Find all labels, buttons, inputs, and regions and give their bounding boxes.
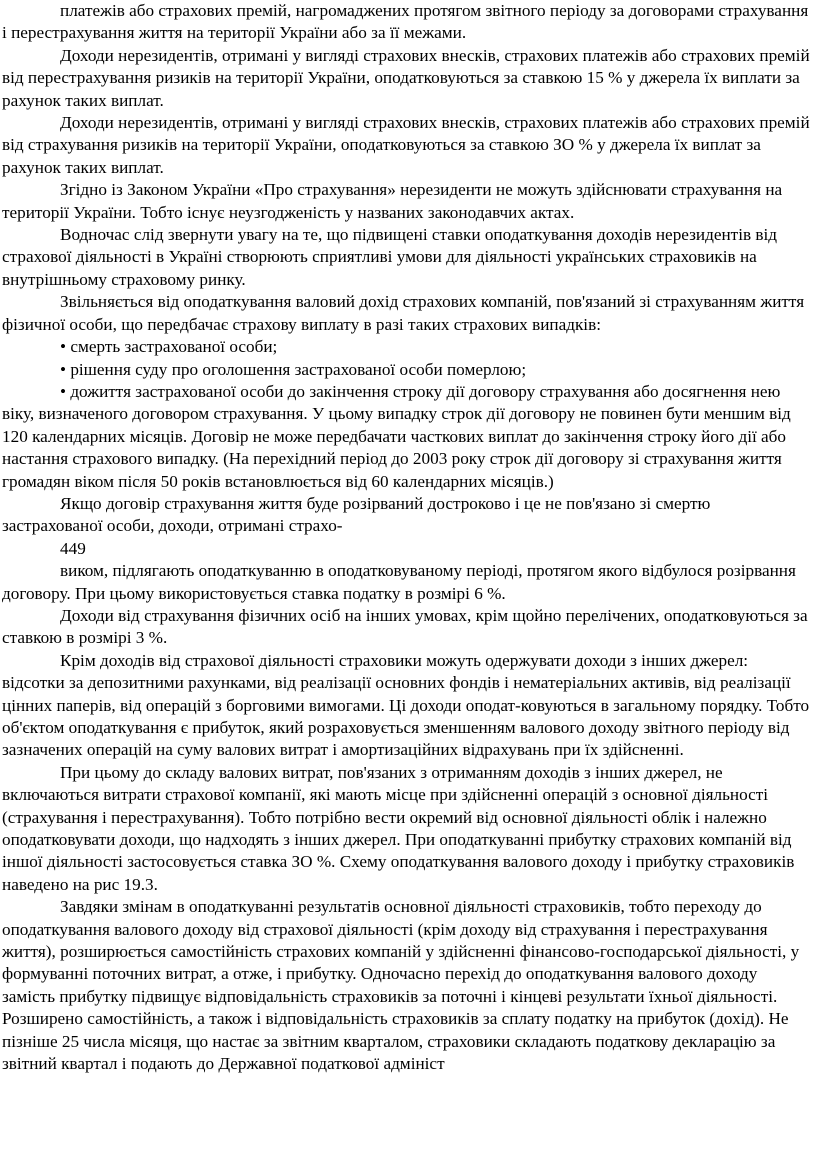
- bullet-item-1: • смерть застрахованої особи;: [60, 337, 278, 357]
- paragraph-11: При цьому до складу валових витрат, пов'язаних з отриманням доходів з інших джерел, не включаються витрати страхової компанії, які мають місце при здійсненні операцій з основної діяльності (страхування і перестрахування). Тобто потрібно вести окремий від основної діяльності облік і належно оподатковувати доходи, що надходять з інших джерел. При оподаткуванні прибутку страхових компаній від іншої діяльності застосовується ставка ЗО %. Схему оподаткування валового доходу і прибутку страховиків наведено на рис 19.3.: [2, 762, 795, 894]
- paragraph-12: Завдяки змінам в оподаткуванні результатів основної діяльності страховиків, тобто переходу до оподаткування валового доходу від страхової діяльності (крім доходу від страхування і перестрахування життя), розширюється самостійність страхових компаній у здійсненні фінансово-господарської діяльності, у формуванні поточних витрат, а отже, і прибутку. Одночасно перехід до оподаткування валового доходу замість прибутку підвищує відповідальність страховиків за поточні і кінцеві результати їхньої діяльності.: [2, 897, 800, 1006]
- paragraph-1: платежів або страхових премій, нагромаджених протягом звітного періоду за договорами страхування і перестрахування життя на території України або за її межами.: [2, 1, 809, 43]
- paragraph-8: виком, підлягають оподаткуванню в оподатковуваному періоді, протягом якого відбулося розірвання договору. При цьому використовується ставка податку в розмірі 6 %.: [2, 561, 796, 603]
- paragraph-5: Водночас слід звернути увагу на те, що підвищені ставки оподаткування доходів нерезидентів від страхової діяльності в Україні створюють сприятливі умови для діяльності українських страховиків на внутрішньому страховому ринку.: [2, 225, 778, 289]
- bullet-item-2: • рішення суду про оголошення застрахованої особи померлою;: [60, 359, 527, 379]
- paragraph-7: Якщо договір страхування життя буде розірваний достроково і це не пов'язано зі смертю застрахованої особи, доходи, отримані страхо-: [2, 493, 711, 536]
- paragraph-9: Доходи від страхування фізичних осіб на інших умовах, крім щойно перелічених, оподатковуються за ставкою в розмірі 3 %.: [2, 605, 808, 648]
- page-number: 449: [60, 538, 86, 558]
- paragraph-6: Звільняється від оподаткування валовий дохід страхових компаній, пов'язаний зі страхуванням життя фізичної особи, що передбачає страхову виплату в разі таких страхових випадків:: [2, 292, 805, 334]
- paragraph-2: Доходи нерезидентів, отримані у вигляді страхових внесків, страхових платежів або страхових премій від перестрахування ризиків на території України, оподатковуються за ставкою 15 % у джерела їх виплати за рахунок таких виплат.: [2, 45, 810, 110]
- paragraph-10: Крім доходів від страхової діяльності страховики можуть одержувати доходи з інших джерел: відсотки за депозитними рахунками, від реалізації основних фондів і нематеріальних активів, від реалізації цінних паперів, від операцій з борговими вимогами. Ці доходи оподат-ковуються в загальному порядку. Тобто об'єктом оподаткування є прибуток, який розраховується зменшенням валового доходу звітного періоду від зазначених операцій на суму валових витрат і амортизаційних відрахувань при їх здійсненні.: [2, 650, 810, 760]
- paragraph-3: Доходи нерезидентів, отримані у вигляді страхових внесків, страхових платежів або страхових премій від страхування ризиків на території України, оподатковуються за ставкою ЗО % у джерела їх виплат за рахунок таких виплат.: [2, 113, 810, 177]
- bullet-item-3: • дожиття застрахованої особи до закінчення строку дії договору страхування або досягнення нею віку, визначеного договором страхування. У цьому випадку строк дії договору не повинен бути меншим від 120 календарних місяців. Договір не може передбачати часткових виплат до закінчення строку його дії або настання страхового випадку. (На перехідний період до 2003 року строк дії договору зі страхування життя громадян віком після 50 років встановлюється від 60 календарних місяців.): [2, 381, 791, 491]
- paragraph-13: Розширено самостійність, а також і відповідальність страховиків за сплату податку на прибуток (дохід). Не пізніше 25 числа місяця, що настає за звітним кварталом, страховики складають податкову декларацію за звітний квартал і подають до Державної податкової адмініст: [2, 1009, 789, 1074]
- paragraph-4: Згідно із Законом України «Про страхування» нерезиденти не можуть здійснювати страхування на території України. Тобто існує неузгодженість у названих законодавчих актах.: [2, 180, 783, 222]
